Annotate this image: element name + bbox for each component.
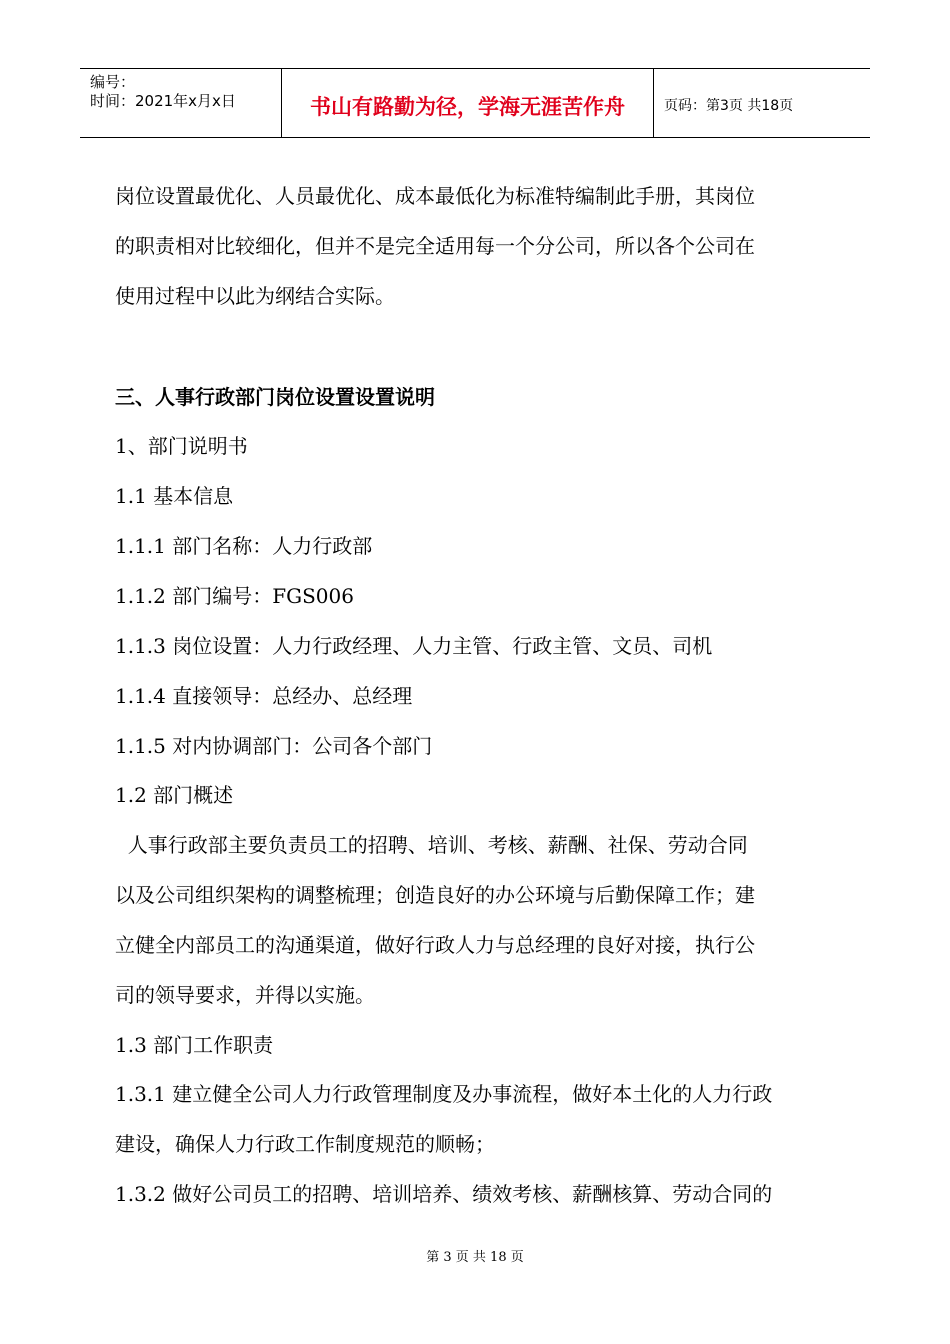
subsection-heading: 1.2 部门概述 bbox=[115, 783, 234, 807]
body-line: 使用过程中以此为纲结合实际。 bbox=[115, 284, 395, 308]
body-line: 1.3.2 做好公司员工的招聘、培训培养、绩效考核、薪酬核算、劳动合同的 bbox=[115, 1182, 773, 1206]
info-item: 1.1.1 部门名称：人力行政部 bbox=[115, 534, 373, 558]
page-footer: 第 3 页 共 18 页 bbox=[426, 1250, 524, 1265]
info-item: 1.1.3 岗位设置：人力行政经理、人力主管、行政主管、文员、司机 bbox=[115, 634, 713, 658]
subsection-heading: 1、部门说明书 bbox=[115, 434, 248, 458]
body-line: 岗位设置最优化、人员最优化、成本最低化为标准特编制此手册，其岗位 bbox=[115, 184, 755, 208]
body-line: 立健全内部员工的沟通渠道，做好行政人力与总经理的良好对接，执行公 bbox=[115, 933, 755, 957]
subsection-heading: 1.1 基本信息 bbox=[115, 484, 234, 508]
info-item: 1.1.5 对内协调部门：公司各个部门 bbox=[115, 734, 433, 758]
body-line: 的职责相对比较细化，但并不是完全适用每一个分公司，所以各个公司在 bbox=[115, 234, 755, 258]
header-meta-cell bbox=[80, 69, 282, 137]
body-line: 建设，确保人力行政工作制度规范的顺畅； bbox=[115, 1132, 495, 1156]
body-line: 1.3.1 建立健全公司人力行政管理制度及办事流程，做好本土化的人力行政 bbox=[115, 1082, 773, 1106]
header-table bbox=[80, 68, 870, 138]
header-motto: 书山有路勤为径，学海无涯苦作舟 bbox=[282, 69, 654, 137]
subsection-heading: 1.3 部门工作职责 bbox=[115, 1033, 274, 1057]
time-label: 时间：2021年x月x日 bbox=[90, 92, 236, 110]
number-label: 编号： bbox=[90, 73, 136, 91]
body-line: 司的领导要求，并得以实施。 bbox=[115, 983, 375, 1007]
header-page-info: 页码：第3页 共18页 bbox=[664, 98, 794, 114]
info-item: 1.1.2 部门编号：FGS006 bbox=[115, 584, 354, 608]
info-item: 1.1.4 直接领导：总经办、总经理 bbox=[115, 684, 413, 708]
body-line: 人事行政部主要负责员工的招聘、培训、考核、薪酬、社保、劳动合同 bbox=[115, 833, 748, 857]
body-line: 以及公司组织架构的调整梳理；创造良好的办公环境与后勤保障工作；建 bbox=[115, 883, 755, 907]
section-heading: 三、人事行政部门岗位设置设置说明 bbox=[115, 385, 435, 409]
